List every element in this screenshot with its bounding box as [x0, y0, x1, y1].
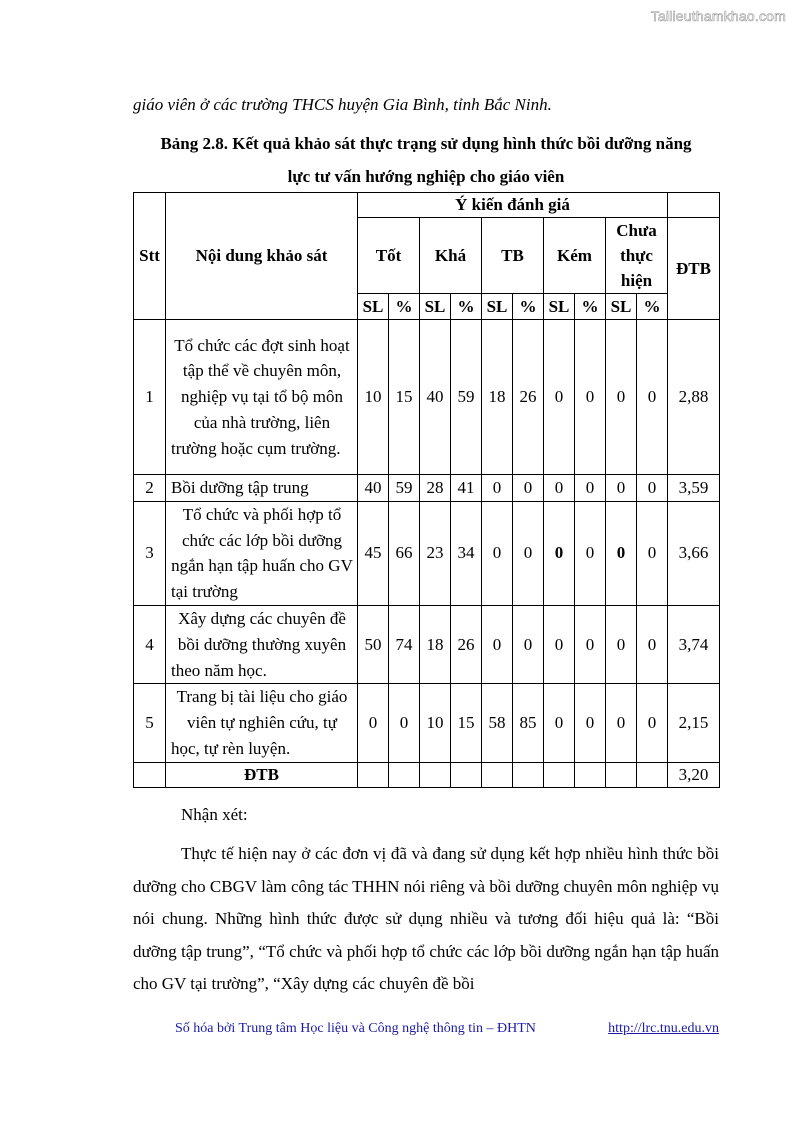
cell-value: 15: [389, 320, 420, 475]
cell-value: 0: [575, 320, 606, 475]
total-value: 3,20: [668, 762, 720, 787]
header-pct: %: [451, 294, 482, 320]
row-dtb: 3,66: [668, 501, 720, 605]
caption-line-1: Bảng 2.8. Kết quả khảo sát thực trạng sử dụng hình thức bồi dưỡng năng: [160, 134, 692, 153]
total-label: ĐTB: [166, 762, 358, 787]
header-sl: SL: [606, 294, 637, 320]
cell-value: 0: [575, 605, 606, 683]
header-level-chua: [606, 218, 668, 294]
header-sl: SL: [358, 294, 389, 320]
cell-value: 0: [637, 684, 668, 762]
row-content: Xây dựng các chuyên đề bồi dưỡng thường xuyên theo năm học.: [166, 605, 358, 683]
total-empty: [637, 762, 668, 787]
cell-value: 40: [358, 475, 389, 502]
cell-value: 0: [637, 501, 668, 605]
cell-value: 0: [544, 684, 575, 762]
row-dtb: 3,59: [668, 475, 720, 502]
cell-value: 0: [606, 501, 637, 605]
cell-value: 0: [513, 605, 544, 683]
cell-value: 0: [513, 501, 544, 605]
cell-value: 50: [358, 605, 389, 683]
row-stt: 2: [134, 475, 166, 502]
header-level-tb: TB: [482, 218, 544, 294]
cell-value: 10: [420, 684, 451, 762]
total-empty: [358, 762, 389, 787]
header-stt: Stt: [134, 193, 166, 320]
cell-value: 40: [420, 320, 451, 475]
cell-value: 26: [451, 605, 482, 683]
cell-value: 0: [513, 475, 544, 502]
cell-value: 0: [544, 475, 575, 502]
header-level-kem: Kém: [544, 218, 606, 294]
row-stt: 3: [134, 501, 166, 605]
header-sl: SL: [544, 294, 575, 320]
cell-value: 18: [482, 320, 513, 475]
cell-value: 0: [482, 475, 513, 502]
cell-value: 34: [451, 501, 482, 605]
watermark: Tailieuthamkhao.com: [650, 8, 786, 24]
header-pct: %: [637, 294, 668, 320]
cell-value: 58: [482, 684, 513, 762]
total-empty: [451, 762, 482, 787]
row-content: Tổ chức và phối hợp tổ chức các lớp bồi dưỡng ngắn hạn tập huấn cho GV tại trường: [166, 501, 358, 605]
cell-value: 0: [358, 684, 389, 762]
header-pct: %: [389, 294, 420, 320]
header-dtb: ĐTB: [668, 218, 720, 320]
total-empty: [389, 762, 420, 787]
cell-value: 74: [389, 605, 420, 683]
total-empty: [575, 762, 606, 787]
cell-value: 59: [451, 320, 482, 475]
footer-link[interactable]: http://lrc.tnu.edu.vn: [608, 1021, 719, 1036]
total-empty: [544, 762, 575, 787]
cell-value: 0: [637, 605, 668, 683]
table-row: [134, 475, 720, 502]
table-row: [134, 320, 720, 475]
header-content: Nội dung khảo sát: [166, 193, 358, 320]
chua-line: thực: [620, 246, 653, 265]
cell-value: 0: [575, 501, 606, 605]
cell-value: 41: [451, 475, 482, 502]
caption-line-2: lực tư vấn hướng nghiệp cho giáo viên: [287, 167, 565, 186]
header-pct: %: [513, 294, 544, 320]
cell-value: 0: [544, 605, 575, 683]
table-caption: [133, 127, 719, 193]
cell-value: 0: [389, 684, 420, 762]
cell-value: 0: [606, 605, 637, 683]
cell-value: 23: [420, 501, 451, 605]
cell-value: 0: [637, 320, 668, 475]
remark-label: Nhận xét:: [181, 805, 248, 824]
cell-value: 45: [358, 501, 389, 605]
header-sl: SL: [482, 294, 513, 320]
body-paragraph: Thực tế hiện nay ở các đơn vị đã và đang sử dụng kết hợp nhiều hình thức bồi dưỡng cho CBGV làm công tác THHN nói riêng và bồi dưỡng chuyên môn nghiệp vụ nói chung. Những hình thức được sử dụng nhiều và tương đối hiệu quả là: “Bồi dưỡng tập trung”, “Tổ chức và phối hợp tổ chức các lớp bồi dưỡng ngắn hạn tập huấn cho GV tại trường”, “Xây dựng các chuyên đề bồi: [133, 844, 719, 993]
cell-value: 66: [389, 501, 420, 605]
total-empty: [606, 762, 637, 787]
cell-value: 26: [513, 320, 544, 475]
total-empty: [482, 762, 513, 787]
header-level-kha: Khá: [420, 218, 482, 294]
cell-value: 0: [637, 475, 668, 502]
row-content: Trang bị tài liệu cho giáo viên tự nghiên cứu, tự học, tự rèn luyện.: [166, 684, 358, 762]
cell-value: 18: [420, 605, 451, 683]
total-empty: [513, 762, 544, 787]
cell-value: 0: [544, 501, 575, 605]
cell-value: 0: [575, 684, 606, 762]
cell-value: 0: [544, 320, 575, 475]
chua-line: hiện: [620, 271, 653, 290]
header-sl: SL: [420, 294, 451, 320]
header-group: Ý kiến đánh giá: [358, 193, 668, 218]
row-dtb: 2,88: [668, 320, 720, 475]
footer-source: Số hóa bởi Trung tâm Học liệu và Công nghệ thông tin – ĐHTN: [175, 1021, 536, 1036]
total-empty: [134, 762, 166, 787]
survey-table: [133, 192, 720, 788]
cell-value: 59: [389, 475, 420, 502]
row-content: Bồi dưỡng tập trung: [166, 475, 358, 502]
cell-value: 0: [482, 501, 513, 605]
row-stt: 4: [134, 605, 166, 683]
header-empty: [668, 193, 720, 218]
row-dtb: 2,15: [668, 684, 720, 762]
table-row: [134, 501, 720, 605]
cell-value: 85: [513, 684, 544, 762]
total-row: [134, 762, 720, 787]
table-row: [134, 684, 720, 762]
chua-line: Chưa: [616, 221, 657, 240]
row-stt: 1: [134, 320, 166, 475]
cell-value: 0: [575, 475, 606, 502]
intro-text: giáo viên ở các trường THCS huyện Gia Bình, tỉnh Bắc Ninh.: [133, 95, 552, 114]
table-row: [134, 605, 720, 683]
header-level-tot: Tốt: [358, 218, 420, 294]
row-stt: 5: [134, 684, 166, 762]
cell-value: 15: [451, 684, 482, 762]
cell-value: 0: [606, 320, 637, 475]
header-pct: %: [575, 294, 606, 320]
total-empty: [420, 762, 451, 787]
row-content: Tổ chức các đợt sinh hoạt tập thể về chuyên môn, nghiệp vụ tại tổ bộ môn của nhà trường, liên trường hoặc cụm trường.: [166, 320, 358, 475]
cell-value: 10: [358, 320, 389, 475]
cell-value: 0: [606, 475, 637, 502]
row-dtb: 3,74: [668, 605, 720, 683]
cell-value: 28: [420, 475, 451, 502]
cell-value: 0: [482, 605, 513, 683]
cell-value: 0: [606, 684, 637, 762]
